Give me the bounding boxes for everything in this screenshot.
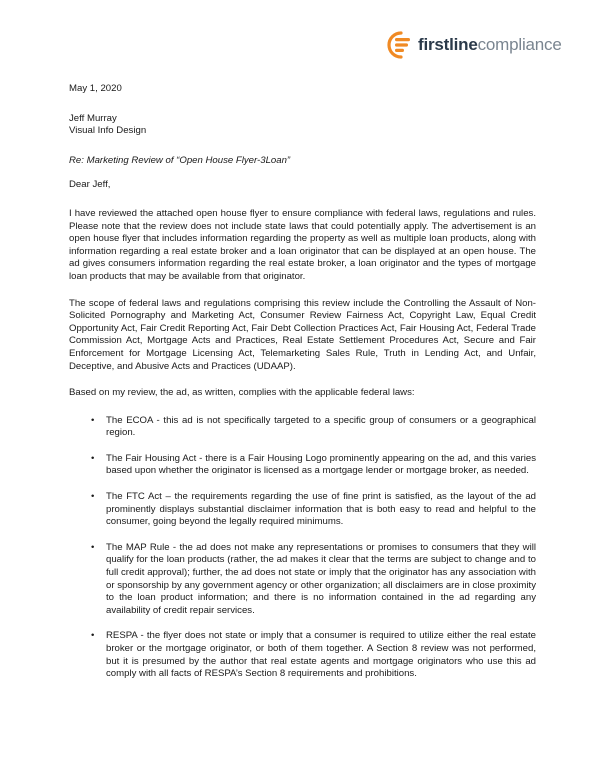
logo-text-light: compliance (477, 35, 562, 54)
review-lead-in: Based on my review, the ad, as written, complies with the applicable federal laws: (69, 387, 415, 399)
letter-date: May 1, 2020 (69, 83, 122, 94)
recipient-company: Visual Info Design (69, 125, 147, 137)
list-item (91, 415, 536, 440)
list-item-text: The MAP Rule - the ad does not make any representations or promises to consumers that they will qualify for the loan products (rather, the ad makes it clear that the terms are subject to change and to full credit approval); further, the ad does not state or imply that the originator has any association with or sponsorship by any government agency or other organization; all disclaimers are in close proximity to the loan product information; and there is no information contained in the ad regarding any availability of credit repair services. (106, 541, 536, 616)
bullet-icon: • (91, 452, 95, 464)
compliance-list (69, 415, 536, 681)
list-item (91, 453, 536, 478)
paragraph-scope: The scope of federal laws and regulations comprising this review include the Controlling the Assault of Non-Solicited Pornography and Marketing Act, Consumer Review Fairness Act, Copyright Law, Equal Credit Opportunity Act, Fair Credit Reporting Act, Fair Debt Collection Practices Act, Fair Housing Act, Federal Trade Commission Act, Mortgage Acts and Practices, Real Estate Settlement Procedures Act, Secure and Fair Enforcement for Mortgage Licensing Act, Telemarketing Sales Rule, Truth in Lending Act, and Unfair, Deceptive, and Abusive Acts and Practices (UDAAP). (69, 297, 536, 372)
salutation: Dear Jeff, (69, 179, 111, 191)
list-item-text: The ECOA - this ad is not specifically targeted to a specific group of consumers or a geographical region. (106, 414, 536, 439)
paragraph-intro: I have reviewed the attached open house flyer to ensure compliance with federal laws, regulations and rules. Please note that the review does not include state laws that could potentially apply. The advertisement is an open house flyer that includes information regarding the property as well as multiple loan products, along with information regarding a real estate broker and a loan originator that can be displayed at an open house. The ad gives consumers information regarding the real estate broker, a loan originator and the types of mortgage loan products that may be available from that originator. (69, 207, 536, 282)
bullet-icon: • (91, 630, 95, 642)
logo-text-bold: firstline (418, 35, 478, 54)
bullet-icon: • (91, 491, 95, 503)
recipient-block (69, 113, 536, 138)
recipient-name: Jeff Murray (69, 112, 117, 124)
bullet-icon: • (91, 541, 95, 553)
list-item (91, 491, 536, 529)
letter-body (69, 83, 536, 694)
list-item-text: RESPA - the flyer does not state or imply that a consumer is required to utilize either the real estate broker or the mortgage originator, or both of them together. A Section 8 review was not performed, but it is presumed by the author that real estate agents and mortgage originators who use this ad comply with all facts of RESPA’s Section 8 requirements and prohibitions. (106, 630, 536, 680)
firstline-logo-icon (386, 30, 414, 60)
list-item-text: The Fair Housing Act - there is a Fair Housing Logo prominently appearing on the ad, and this varies based upon whether the originator is licensed as a mortgage lender or mortgage broker, as needed. (106, 452, 536, 477)
subject-line: Re: Marketing Review of “Open House Flyer-3Loan” (69, 154, 291, 166)
logo-wordmark (418, 35, 562, 55)
list-item (91, 630, 536, 680)
list-item (91, 542, 536, 618)
bullet-icon: • (91, 414, 95, 426)
company-logo (386, 30, 562, 60)
list-item-text: The FTC Act – the requirements regarding the use of fine print is satisfied, as the layout of the ad prominently displays substantial disclaimer information that is both easy to read and helpful to the consumer, going beyond the legally required minimums. (106, 491, 536, 528)
